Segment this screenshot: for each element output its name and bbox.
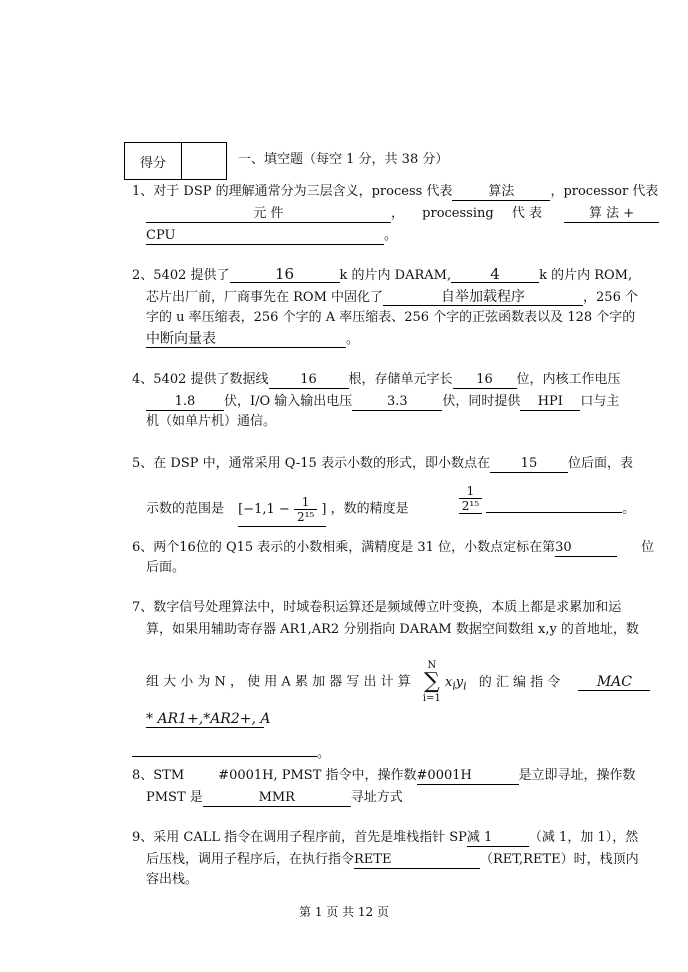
question-1-line-2: 元 件 ， processing 代 表 算 法 + — [146, 204, 659, 224]
question-1-line-1: 1、对于 DSP 的理解通常分为三层含义，process 代表 算法 ，processor 代表 — [132, 184, 659, 199]
q6-answer: 30 — [555, 540, 617, 557]
question-4-line-3: 机（如单片机）通信。 — [146, 414, 277, 429]
question-2-line-2: 芯片出厂前，厂商事先在 ROM 中固化了 自举加载程序 ，256 个 — [146, 289, 638, 305]
q7-answer-part-1: MAC — [578, 674, 650, 691]
q9-answer-rete: RETE — [354, 852, 480, 869]
question-7-line-5: 。 — [132, 740, 330, 764]
q8-answer-immediate: #0001H — [417, 768, 519, 785]
q4-answer-port: HPI — [520, 394, 580, 411]
question-7-line-3: 组 大 小 为 N ， 使 用 A 累 加 器 写 出 计 算 N ∑ i=1 $x_iy_i$ 的 汇 编 指 令 MAC — [146, 660, 650, 704]
q5-precision-fraction: $\frac{1}{\text{2¹⁵}}$ — [459, 484, 482, 514]
q9-answer-sp: 减 1 — [467, 830, 529, 847]
question-2-line-1: 2、5402 提供了 16 k 的片内 DARAM, 4 k 的片内 ROM, — [132, 265, 633, 283]
question-2-line-4: 中断向量表 。 — [146, 331, 360, 347]
score-input-box — [182, 143, 227, 180]
q8-answer-mmr: MMR — [203, 790, 351, 807]
sigma-icon: N ∑ i=1 — [422, 660, 441, 704]
question-9-line-2: 后压栈，调用子程序后，在执行指令RETE （RET,RETE）时，栈顶内 — [146, 852, 639, 867]
q2-answer-table: 中断向量表 — [146, 331, 346, 348]
q4-answer-lines: 16 — [269, 372, 349, 389]
q4-answer-core-voltage: 1.8 — [146, 394, 224, 411]
question-7-line-2: 算，如果用辅助寄存器 AR1,AR2 分别指向 DARAM 数据空间数组 x,y 的首地址，数 — [146, 622, 639, 637]
question-8-line-1: 8、STM #0001H, PMST 指令中，操作数#0001H 是立即寻址，操作数 — [132, 768, 636, 783]
question-9-line-3: 容出栈。 — [146, 872, 199, 887]
q1-answer-processor: 元 件 — [146, 206, 391, 223]
question-5-line-2: 示数的范围是 [−1,1 − $\frac{1}{\text{2¹⁵}}$ ] ，数的精度是 $\frac{1}{\text{2¹⁵}}$ 。 — [146, 494, 635, 527]
question-7-line-1: 7、数字信号处理算法中，时域卷积运算还是频域傅立叶变换，本质上都是求累加和运 — [132, 600, 622, 615]
page-footer: 第 1 页 共 12 页 — [299, 905, 389, 919]
section-title: 一、填空题（每空 1 分，共 38 分） — [238, 152, 449, 167]
q4-answer-io-voltage: 3.3 — [352, 394, 442, 411]
q2-answer-fixed: 自举加载程序 — [383, 289, 583, 306]
q1-answer-processing-a: 算 法 + — [564, 206, 659, 223]
q1-answer-processing-b: CPU — [146, 228, 384, 245]
question-7-line-4 — [146, 710, 271, 730]
question-2-line-3: 字的 u 率压缩表，256 个字的 A 率压缩表、256 个字的正弦函数表以及 128 个字的 — [146, 310, 636, 325]
question-1-line-3: CPU 。 — [146, 228, 398, 243]
q5-answer-position: 15 — [490, 456, 568, 473]
question-4-line-2: 1.8 伏，I/O 输入输出电压 3.3 伏，同时提供 HPI 口与主 — [146, 392, 619, 412]
q2-answer-rom: 4 — [451, 266, 539, 283]
question-4-line-1: 4、5402 提供了数据线 16 根，存储单元字长 16 位，内核工作电压 — [132, 372, 621, 387]
q7-answer-blank — [132, 740, 317, 757]
question-9-line-1: 9、采用 CALL 指令在调用子程序前，首先是堆栈指针 SP减 1 （减 1，加 1），然 — [132, 830, 639, 845]
question-8-line-2: PMST 是 MMR 寻址方式 — [146, 790, 403, 805]
score-box — [124, 142, 227, 180]
q2-answer-daram: 16 — [230, 266, 340, 283]
q4-answer-word: 16 — [453, 372, 517, 389]
q7-sum-body: $x_iy_i$ — [444, 674, 467, 693]
question-6-line-2: 后面。 — [146, 560, 186, 575]
q5-range-fraction: $\frac{1}{\text{2¹⁵}}$ — [294, 495, 317, 524]
q5-range-formula: [−1,1 − $\frac{1}{\text{2¹⁵}}$ ] — [238, 495, 326, 527]
q1-answer-process: 算法 — [452, 184, 550, 201]
q5-precision-blank — [486, 496, 622, 513]
score-label: 得分 — [125, 143, 182, 180]
q7-answer-part-2: * AR1+,*AR2+, A — [146, 711, 271, 727]
question-6-line-1: 6、两个16位的 Q15 表示的小数相乘，满精度是 31 位，小数点定标在第30 位 — [132, 540, 655, 555]
question-5-line-1: 5、在 DSP 中，通常采用 Q-15 表示小数的形式，即小数点在 15 位后面，表 — [132, 456, 633, 471]
